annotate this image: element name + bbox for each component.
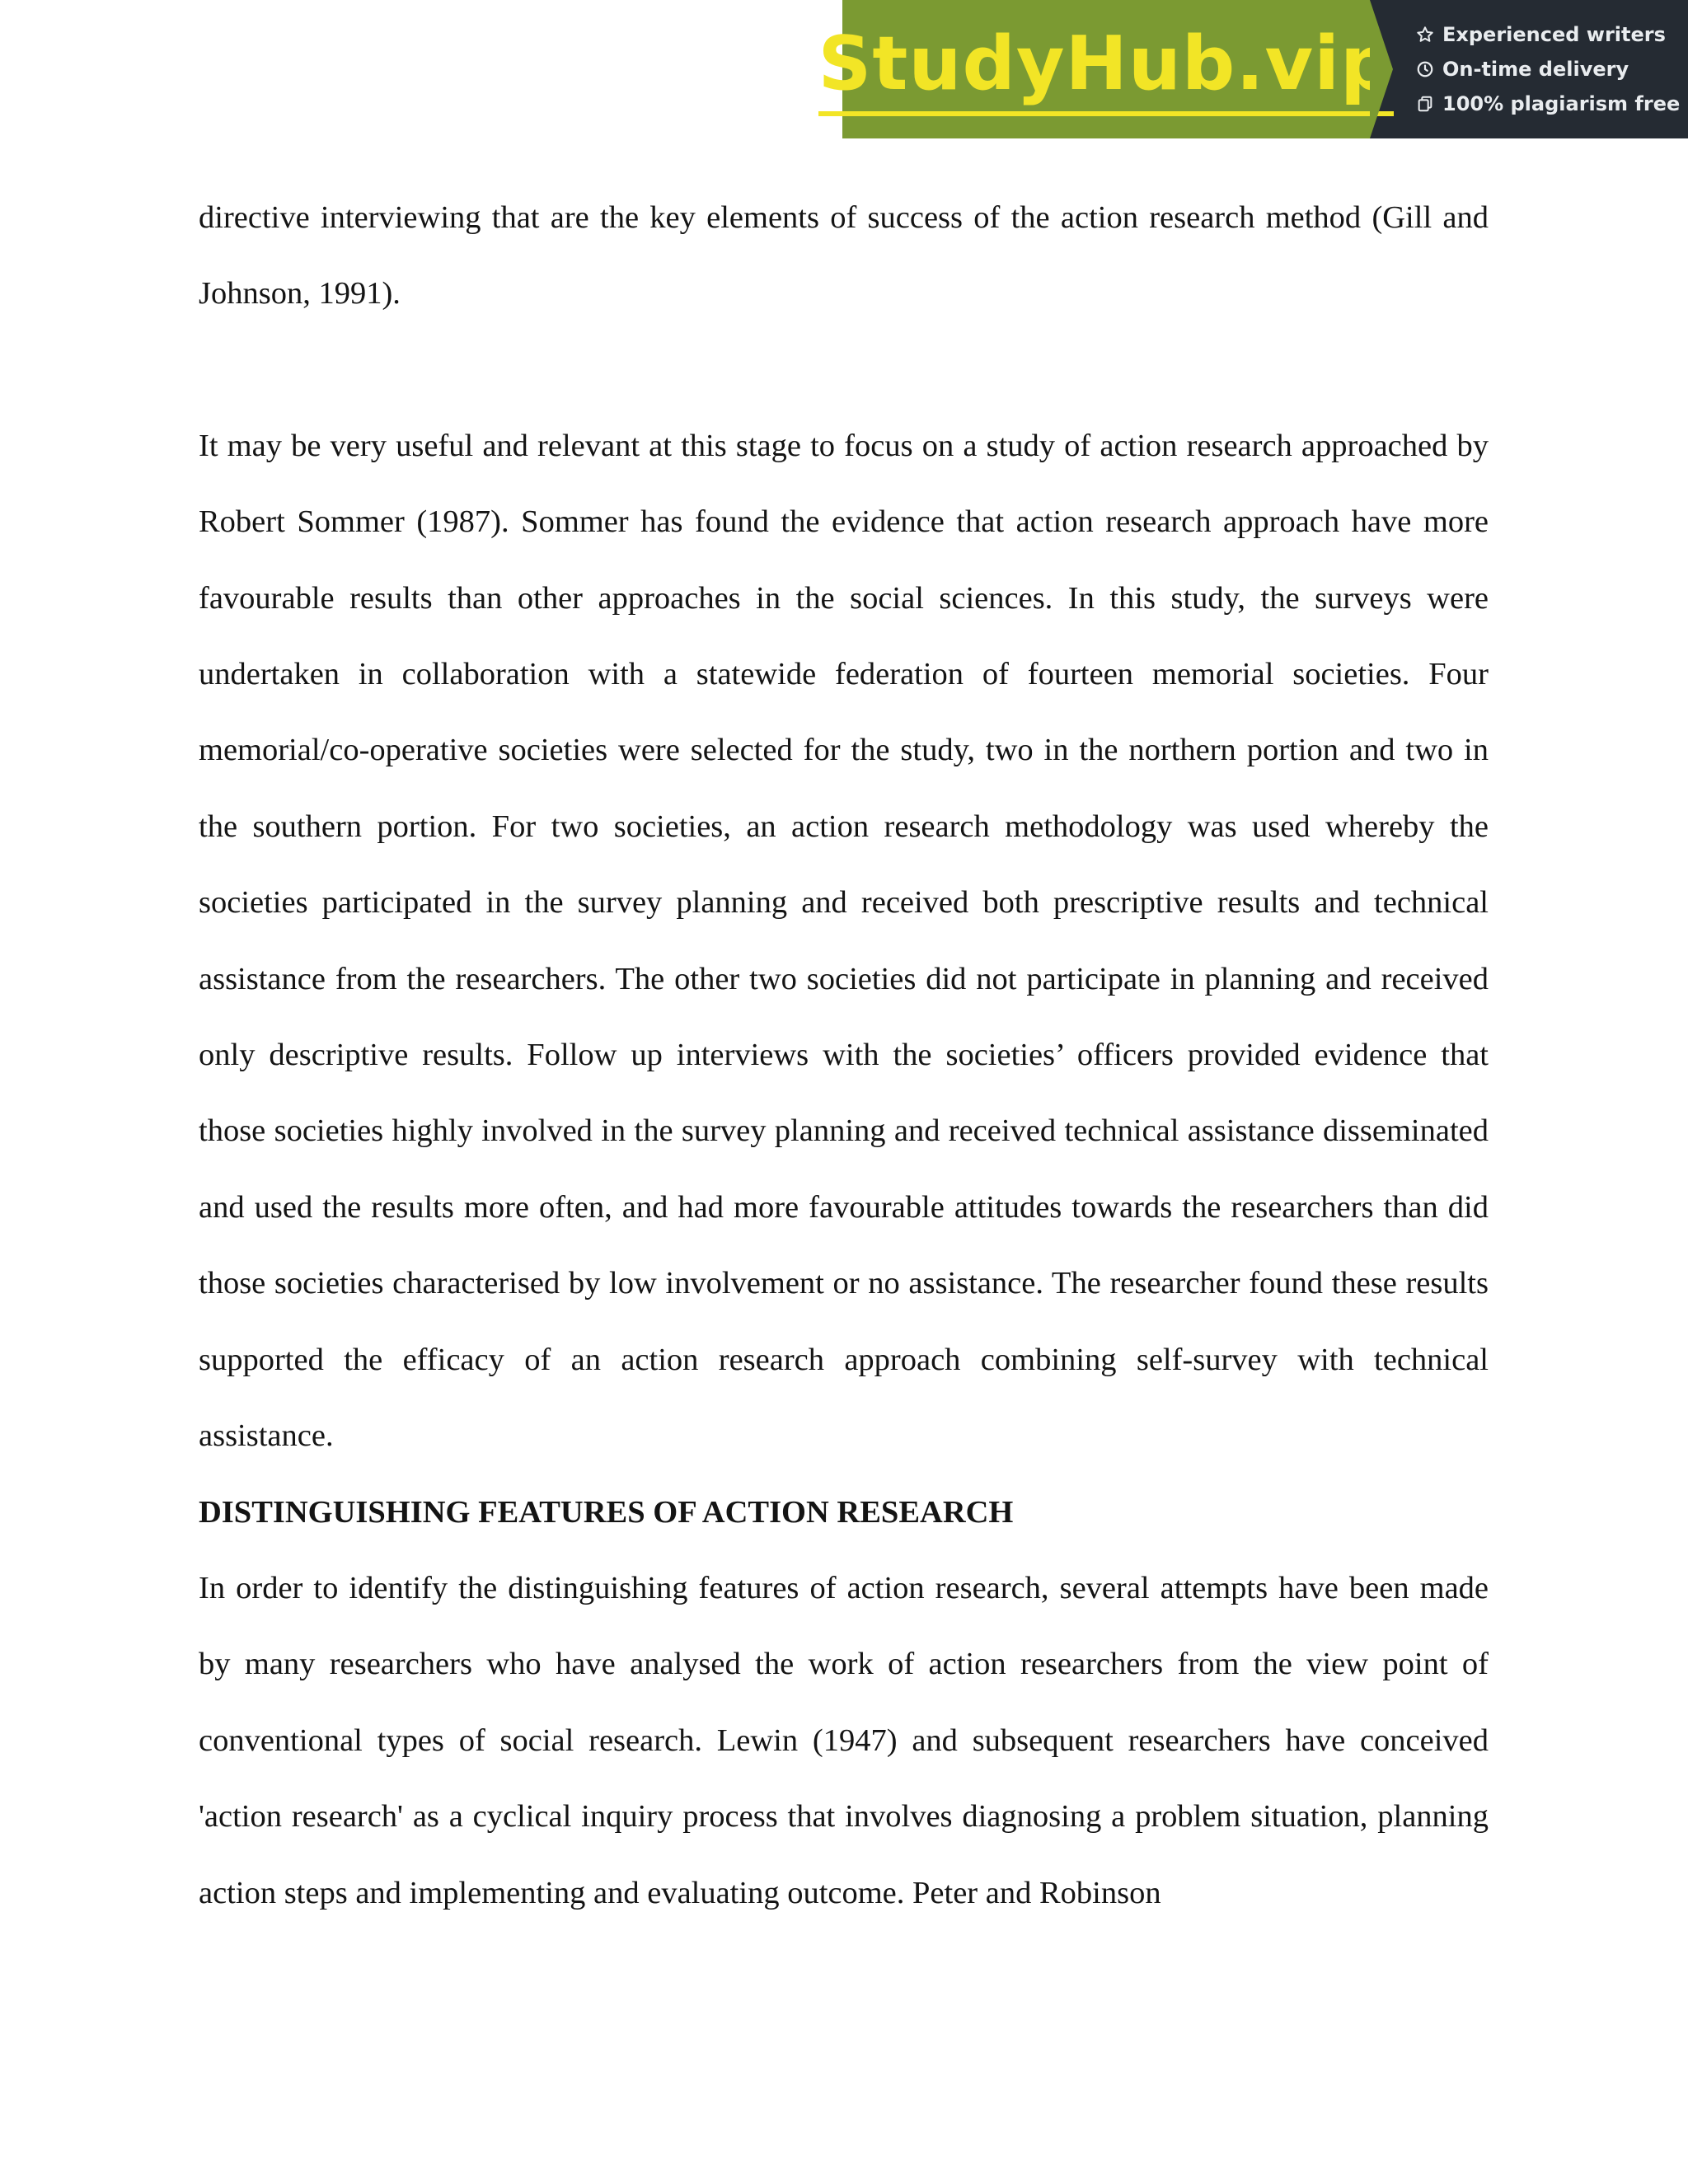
feature-label: On-time delivery — [1442, 58, 1629, 81]
feature-label: 100% plagiarism free — [1442, 92, 1681, 115]
star-icon — [1416, 26, 1434, 44]
copy-icon — [1416, 95, 1434, 113]
clock-icon — [1416, 60, 1434, 78]
document-page — [199, 180, 1489, 1931]
studyhub-logo[interactable] — [818, 0, 1395, 138]
banner-features-panel — [1370, 0, 1688, 138]
paragraph-continuation: directive interviewing that are the key elements of success of the action research method (Gill and Johnson, 1991). — [199, 200, 1489, 312]
feature-on-time-delivery — [1416, 55, 1688, 83]
section-heading: DISTINGUISHING FEATURES OF ACTION RESEARCH — [199, 1494, 1014, 1530]
logo-arrow-shape — [1370, 0, 1393, 138]
paragraph-sommer-study: It may be very useful and relevant at this stage to focus on a study of action research approached by Robert Sommer (1987). Sommer has found the evidence that action research approach have more favourable results than other approaches in the social sciences. In this study, the surveys were undertaken in collaboration with a statewide federation of fourteen memorial societies. Four memorial/co-operative societies were selected for the study, two in the northern portion and two in the southern portion. For two societies, an action research methodology was used whereby the societies participated in the survey planning and received both prescriptive results and technical assistance from the researchers. The other two societies did not participate in planning and received only descriptive results. Follow up interviews with the societies’ officers provided evidence that those societies highly involved in the survey planning and received technical assistance disseminated and used the results more often, and had more favourable attitudes towards the researchers than did those societies characterised by low involvement or no assistance. The researcher found these results supported the efficacy of an action research approach combining self-survey with technical assistance. — [199, 428, 1489, 1454]
feature-plagiarism-free — [1416, 90, 1688, 118]
feature-experienced-writers — [1416, 21, 1688, 49]
studyhub-banner[interactable] — [818, 0, 1688, 138]
feature-label: Experienced writers — [1442, 23, 1666, 46]
logo-text: StudyHub.vip — [818, 27, 1395, 116]
paragraph-distinguishing-features: In order to identify the distinguishing features of action research, several attempts have been made by many researchers who have analysed the work of action researchers from the view point of conventional types of social research. Lewin (1947) and subsequent researchers have conceived 'action research' as a cyclical inquiry process that involves diagnosing a problem situation, planning action steps and implementing and evaluating outcome. Peter and Robinson — [199, 1570, 1489, 1910]
